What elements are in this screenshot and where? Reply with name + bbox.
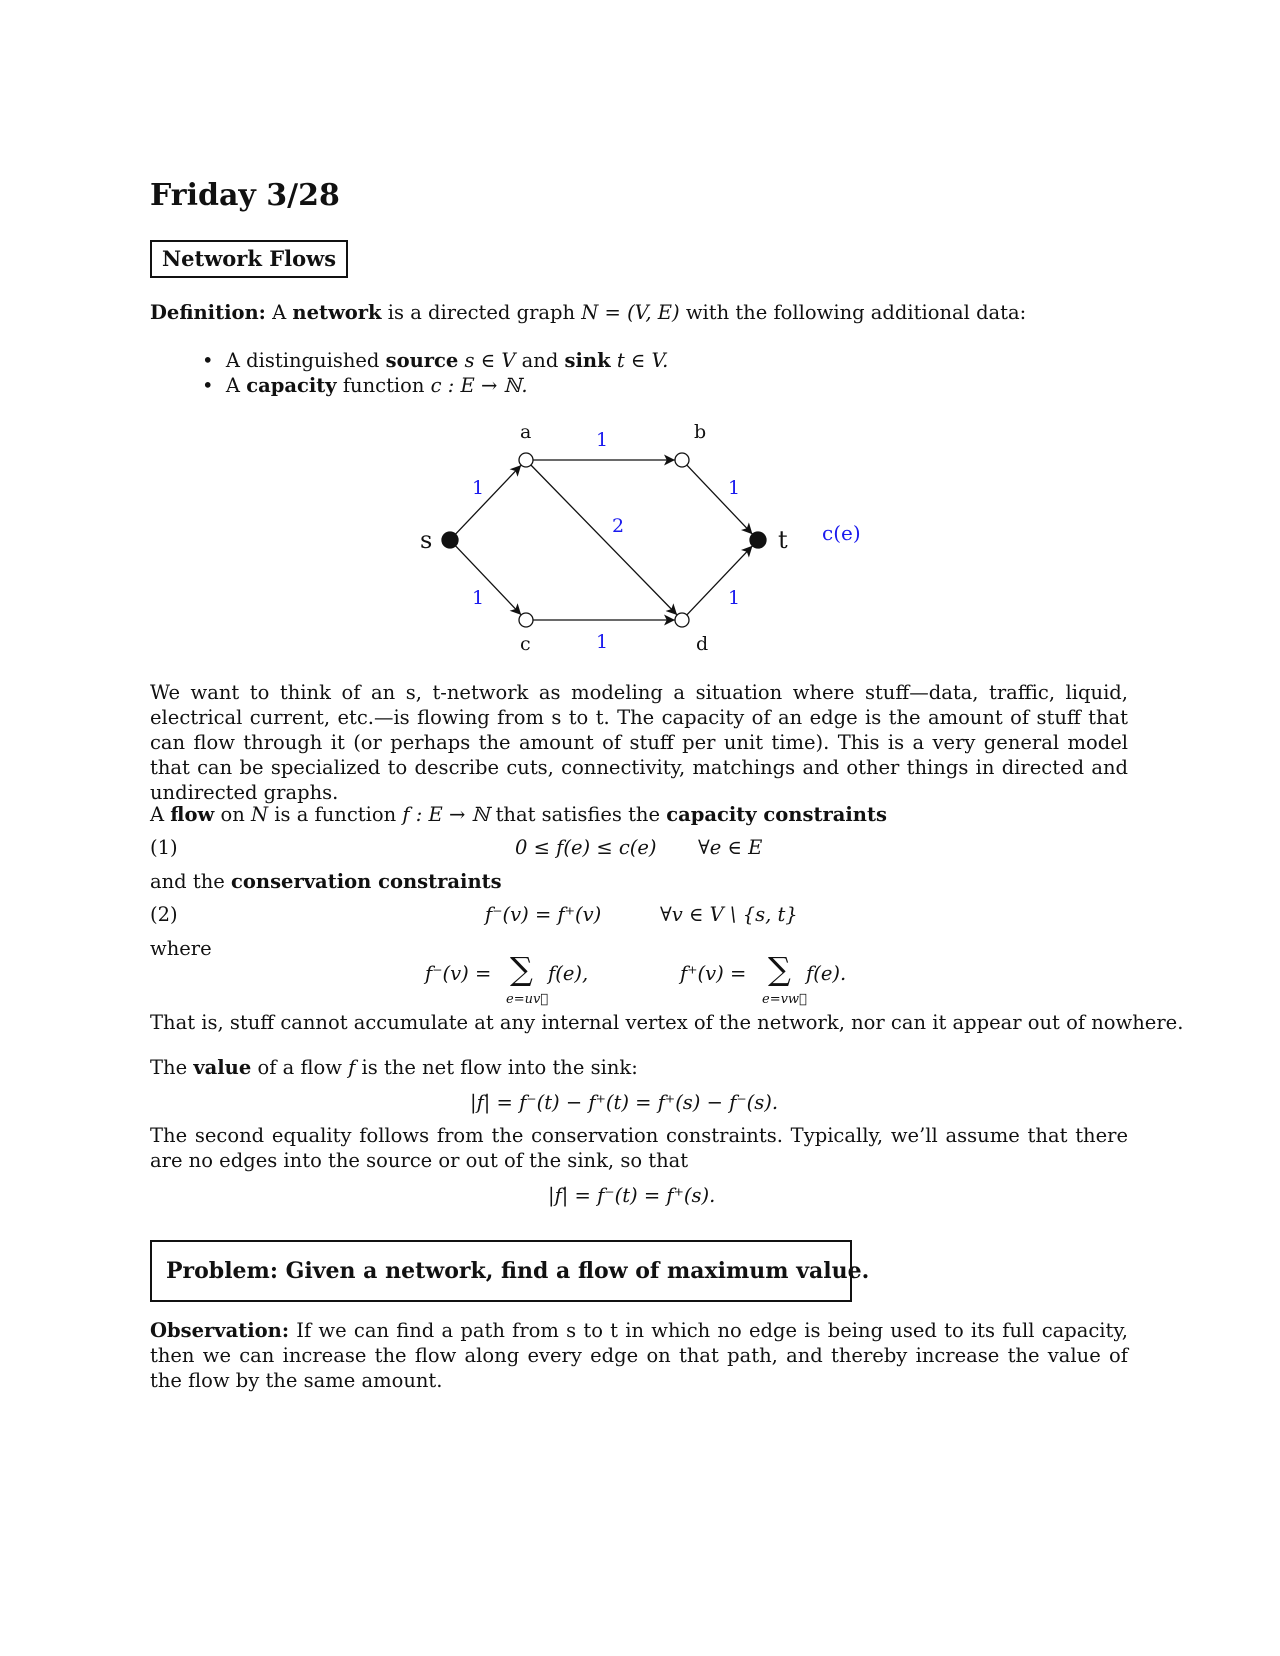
text: A bbox=[150, 803, 165, 826]
edge-s-a bbox=[456, 465, 522, 534]
text: is a function bbox=[274, 803, 397, 826]
bullet-item-capacity bbox=[202, 373, 528, 398]
node-s bbox=[442, 532, 458, 548]
node-t bbox=[750, 532, 766, 548]
node-label-t: t bbox=[778, 526, 788, 554]
equation-2-left: f⁻(v) = f⁺(v) bbox=[485, 903, 602, 926]
edge-a-d bbox=[531, 465, 677, 615]
edge-capacity-label: 2 bbox=[611, 515, 625, 537]
capacity-legend: c(e) bbox=[822, 521, 861, 545]
edge-s-c bbox=[456, 546, 522, 615]
equation-3-left-lhs: f⁻(v) = bbox=[425, 962, 492, 985]
bullet-text: A bbox=[225, 374, 240, 397]
equation-3-right-term: f(e). bbox=[806, 962, 847, 985]
node-a bbox=[519, 453, 533, 467]
bullet-math: s ∈ V bbox=[464, 349, 516, 372]
sum-symbol-left: ∑ bbox=[510, 950, 533, 988]
bullet-item-source-sink bbox=[202, 348, 668, 373]
where-label: where bbox=[150, 937, 212, 960]
section-title-box: Network Flows bbox=[150, 240, 348, 278]
edge-d-t bbox=[687, 546, 753, 615]
sum-symbol-right: ∑ bbox=[768, 950, 791, 988]
observation-paragraph bbox=[150, 1318, 1128, 1393]
term-conservation-constraints: conservation constraints bbox=[231, 870, 502, 893]
edge-capacity-label: 1 bbox=[595, 631, 609, 653]
equation-3-right-sub: e=vw⃗ bbox=[762, 992, 807, 1007]
observation-text: If we can find a path from s to t in which no edge is being used to its full capacity, then we can increase the flow along every edge on that path, and thereby increase the value of the flow by the same amount. bbox=[150, 1319, 1128, 1392]
paragraph-intro: We want to think of an s, t-network as modeling a situation where stuff—data, traffic, liquid, electrical current, etc.—is flowing from s to t. The capacity of an edge is the amount of stuff that can flow through it (or perhaps the amount of stuff per unit time). This is a very general model that can be specialized to describe cuts, connectivity, matchings and other things in directed and undirected graphs. bbox=[150, 681, 1128, 804]
bullet-dot: • bbox=[202, 349, 220, 372]
bullet-term-sink: sink bbox=[564, 349, 611, 372]
conservation-line bbox=[150, 869, 502, 894]
equation-3-left-sub: e=uv⃗ bbox=[506, 992, 549, 1007]
text: that satisfies the bbox=[495, 803, 661, 826]
node-label-d: d bbox=[696, 633, 709, 655]
edge-capacity-label: 1 bbox=[471, 587, 485, 609]
text: is the net flow into the sink: bbox=[361, 1056, 638, 1079]
paragraph-accumulate: That is, stuff cannot accumulate at any internal vertex of the network, nor can it appear out of nowhere. bbox=[150, 1011, 1184, 1034]
bullet-term-source: source bbox=[385, 349, 459, 372]
text: of a flow bbox=[257, 1056, 342, 1079]
edge-capacity-label: 1 bbox=[595, 429, 609, 451]
definition-text-b: is a directed graph bbox=[387, 301, 576, 324]
equation-number-1: (1) bbox=[150, 836, 178, 859]
text: The bbox=[150, 1056, 188, 1079]
equation-1-left: 0 ≤ f(e) ≤ c(e) bbox=[515, 836, 657, 859]
term-value: value bbox=[193, 1056, 252, 1079]
definition-text-a: A bbox=[272, 301, 287, 324]
equation-1-right: ∀e ∈ E bbox=[698, 836, 763, 859]
term-capacity-constraints: capacity constraints bbox=[666, 803, 887, 826]
text: on bbox=[220, 803, 245, 826]
math: f bbox=[348, 1056, 356, 1079]
value-definition-line bbox=[150, 1055, 638, 1080]
equation-5: |f| = f⁻(t) = f⁺(s). bbox=[548, 1184, 716, 1207]
page-title: Friday 3/28 bbox=[150, 178, 340, 213]
equation-4: |f| = f⁻(t) − f⁺(t) = f⁺(s) − f⁻(s). bbox=[470, 1091, 779, 1114]
observation-label: Observation: bbox=[150, 1319, 290, 1342]
bullet-text: A distinguished bbox=[225, 349, 380, 372]
math: f : E → ℕ bbox=[402, 803, 490, 826]
flow-definition-line bbox=[150, 802, 887, 827]
equation-3-right-lhs: f⁺(v) = bbox=[680, 962, 747, 985]
edge-capacity-label: 1 bbox=[727, 477, 741, 499]
edge-b-t bbox=[687, 465, 753, 534]
text: and the bbox=[150, 870, 225, 893]
math: N bbox=[251, 803, 269, 826]
node-b bbox=[675, 453, 689, 467]
node-label-s: s bbox=[420, 526, 433, 554]
equation-2-right: ∀v ∈ V \ {s, t} bbox=[660, 903, 798, 926]
paragraph-second-equality: The second equality follows from the conservation constraints. Typically, we’ll assume that there are no edges into the source or out of the sink, so that bbox=[150, 1124, 1128, 1172]
problem-statement-box: Problem: Given a network, find a flow of maximum value. bbox=[150, 1240, 852, 1302]
equation-3-left-term: f(e), bbox=[548, 962, 589, 985]
bullet-text: and bbox=[521, 349, 559, 372]
bullet-text: function bbox=[342, 374, 425, 397]
node-label-a: a bbox=[520, 421, 532, 443]
definition-label: Definition: bbox=[150, 301, 266, 324]
node-c bbox=[519, 613, 533, 627]
bullet-dot: • bbox=[202, 374, 220, 397]
graph-edges bbox=[456, 460, 753, 620]
bullet-term-capacity: capacity bbox=[246, 374, 337, 397]
edge-capacity-label: 1 bbox=[727, 587, 741, 609]
term-flow: flow bbox=[170, 803, 215, 826]
bullet-math: c : E → ℕ. bbox=[430, 374, 528, 397]
edge-capacity-label: 1 bbox=[471, 477, 485, 499]
equation-number-2: (2) bbox=[150, 903, 178, 926]
bullet-math: t ∈ V. bbox=[616, 349, 669, 372]
definition-term: network bbox=[292, 301, 382, 324]
definition-text-c: with the following additional data: bbox=[685, 301, 1027, 324]
definition-math: N = (V, E) bbox=[581, 301, 680, 324]
definition-line bbox=[150, 300, 1026, 325]
node-label-b: b bbox=[694, 421, 707, 443]
network-diagram bbox=[390, 410, 870, 660]
node-d bbox=[675, 613, 689, 627]
node-label-c: c bbox=[520, 633, 531, 655]
